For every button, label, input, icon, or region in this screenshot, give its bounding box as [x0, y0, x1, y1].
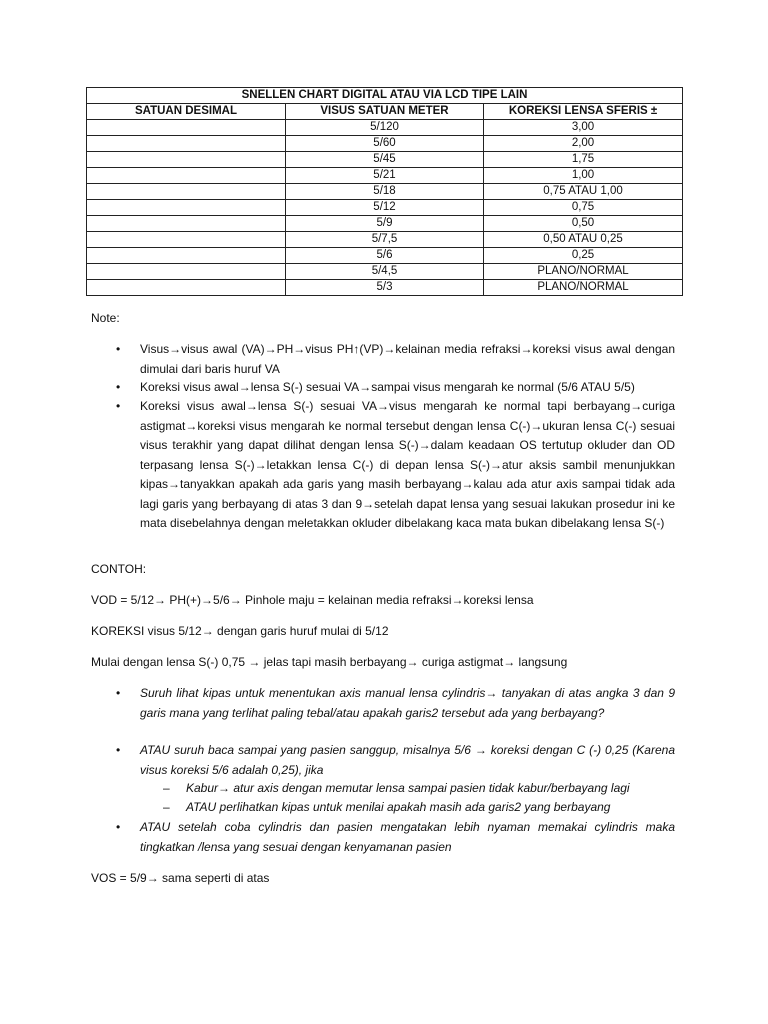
bullet-glyph: • — [116, 380, 121, 394]
contoh-bullet-1: Suruh lihat kipas untuk menentukan axis manual lensa cylindris→ tanyakan di atas angka 3 dan 9 garis mana yang terlihat paling tebal/atau apakah garis2 tersebut ada yang berbayang? — [140, 686, 675, 720]
cell-visus: 5/7,5 — [286, 232, 484, 248]
cell-desimal — [87, 184, 286, 200]
note-bullet-3: Koreksi visus awal→lensa S(-) sesuai VA→visus mengarah ke normal tapi berbayang→curiga astigmat→koreksi visus mengarah ke normal tersebut dengan lensa C(-)→ukuran lensa C(-) sesuai visus terakhir yang dapat dilihat dengan lensa S(-)→dalam keadaan OS tertutup okluder dan OD terpasang lensa S(-)→letakkan lensa C(-) di depan lensa S(-)→atur aksis sambil menunjukkan kipas→tanyakkan apakah ada garis yang masih berbayang→kalau ada atur axis sampai tidak ada lagi garis yang berbayang di atas 3 dan 9→setelah dapat lensa yang sesuai lakukan prosedur ini ke mata disebelahnya dengan meletakkan okluder dibelakang kaca mata bukan dibelakang lensa S(-) — [140, 399, 675, 530]
cell-desimal — [87, 248, 286, 264]
contoh-label: CONTOH: — [91, 562, 147, 576]
cell-koreksi: 0,75 — [484, 200, 683, 216]
contoh-bullet-2: ATAU suruh baca sampai yang pasien sanggup, misalnya 5/6 → koreksi dengan C (-) 0,25 (Karena visus koreksi 5/6 adalah 0,25), jika — [140, 743, 675, 777]
cell-koreksi: 2,00 — [484, 136, 683, 152]
contoh-vod-line: VOD = 5/12→ PH(+)→5/6→ Pinhole maju = kelainan media refraksi→koreksi lensa — [91, 593, 534, 607]
cell-visus: 5/45 — [286, 152, 484, 168]
table-row — [87, 264, 683, 280]
cell-visus: 5/12 — [286, 200, 484, 216]
cell-koreksi: 1,00 — [484, 168, 683, 184]
table-row — [87, 248, 683, 264]
contoh-vos-line: VOS = 5/9→ sama seperti di atas — [91, 871, 270, 885]
cell-visus: 5/120 — [286, 120, 484, 136]
cell-desimal — [87, 264, 286, 280]
table-row — [87, 280, 683, 296]
cell-koreksi: 3,00 — [484, 120, 683, 136]
cell-koreksi: 0,75 ATAU 1,00 — [484, 184, 683, 200]
table-row — [87, 200, 683, 216]
cell-visus: 5/3 — [286, 280, 484, 296]
cell-koreksi: 0,50 — [484, 216, 683, 232]
cell-koreksi: PLANO/NORMAL — [484, 280, 683, 296]
cell-visus: 5/6 — [286, 248, 484, 264]
cell-visus: 5/18 — [286, 184, 484, 200]
table-row — [87, 184, 683, 200]
bullet-glyph: • — [116, 743, 121, 757]
dash-glyph: – — [163, 800, 170, 814]
cell-desimal — [87, 216, 286, 232]
table-row — [87, 136, 683, 152]
table-row — [87, 168, 683, 184]
cell-desimal — [87, 200, 286, 216]
contoh-sub-2: ATAU perlihatkan kipas untuk menilai apakah masih ada garis2 yang berbayang — [186, 800, 611, 814]
cell-desimal — [87, 152, 286, 168]
note-bullet-2: Koreksi visus awal→lensa S(-) sesuai VA→sampai visus mengarah ke normal (5/6 ATAU 5/5) — [140, 380, 635, 394]
note-label: Note: — [91, 311, 120, 325]
cell-desimal — [87, 136, 286, 152]
cell-visus: 5/4,5 — [286, 264, 484, 280]
cell-visus: 5/21 — [286, 168, 484, 184]
bullet-glyph: • — [116, 686, 121, 700]
table-title: SNELLEN CHART DIGITAL ATAU VIA LCD TIPE LAIN — [87, 88, 683, 104]
cell-desimal — [87, 168, 286, 184]
bullet-glyph: • — [116, 342, 121, 356]
cell-desimal — [87, 232, 286, 248]
cell-visus: 5/60 — [286, 136, 484, 152]
contoh-koreksi-line: KOREKSI visus 5/12→ dengan garis huruf mulai di 5/12 — [91, 624, 389, 638]
cell-desimal — [87, 120, 286, 136]
table-row — [87, 152, 683, 168]
cell-visus: 5/9 — [286, 216, 484, 232]
contoh-sub-1: Kabur→ atur axis dengan memutar lensa sampai pasien tidak kabur/berbayang lagi — [186, 781, 630, 795]
bullet-glyph: • — [116, 820, 121, 834]
header-koreksi-lensa: KOREKSI LENSA SFERIS ± — [484, 104, 683, 120]
table-row — [87, 232, 683, 248]
contoh-bullet-3: ATAU setelah coba cylindris dan pasien mengatakan lebih nyaman memakai cylindris maka tingkatkan /lensa yang sesuai dengan kenyamanan pasien — [140, 820, 675, 854]
cell-desimal — [87, 280, 286, 296]
cell-koreksi: 1,75 — [484, 152, 683, 168]
snellen-table — [86, 87, 683, 296]
table-row — [87, 216, 683, 232]
note-bullet-1: Visus→visus awal (VA)→PH→visus PH↑(VP)→kelainan media refraksi→koreksi visus awal dengan dimulai dari baris huruf VA — [140, 342, 675, 376]
bullet-glyph: • — [116, 399, 121, 413]
header-visus-satuan-meter: VISUS SATUAN METER — [286, 104, 484, 120]
cell-koreksi: 0,50 ATAU 0,25 — [484, 232, 683, 248]
table-row — [87, 120, 683, 136]
cell-koreksi: PLANO/NORMAL — [484, 264, 683, 280]
dash-glyph: – — [163, 781, 170, 795]
header-satuan-desimal: SATUAN DESIMAL — [87, 104, 286, 120]
cell-koreksi: 0,25 — [484, 248, 683, 264]
contoh-mulai-line: Mulai dengan lensa S(-) 0,75 → jelas tapi masih berbayang→ curiga astigmat→ langsung — [91, 655, 568, 669]
